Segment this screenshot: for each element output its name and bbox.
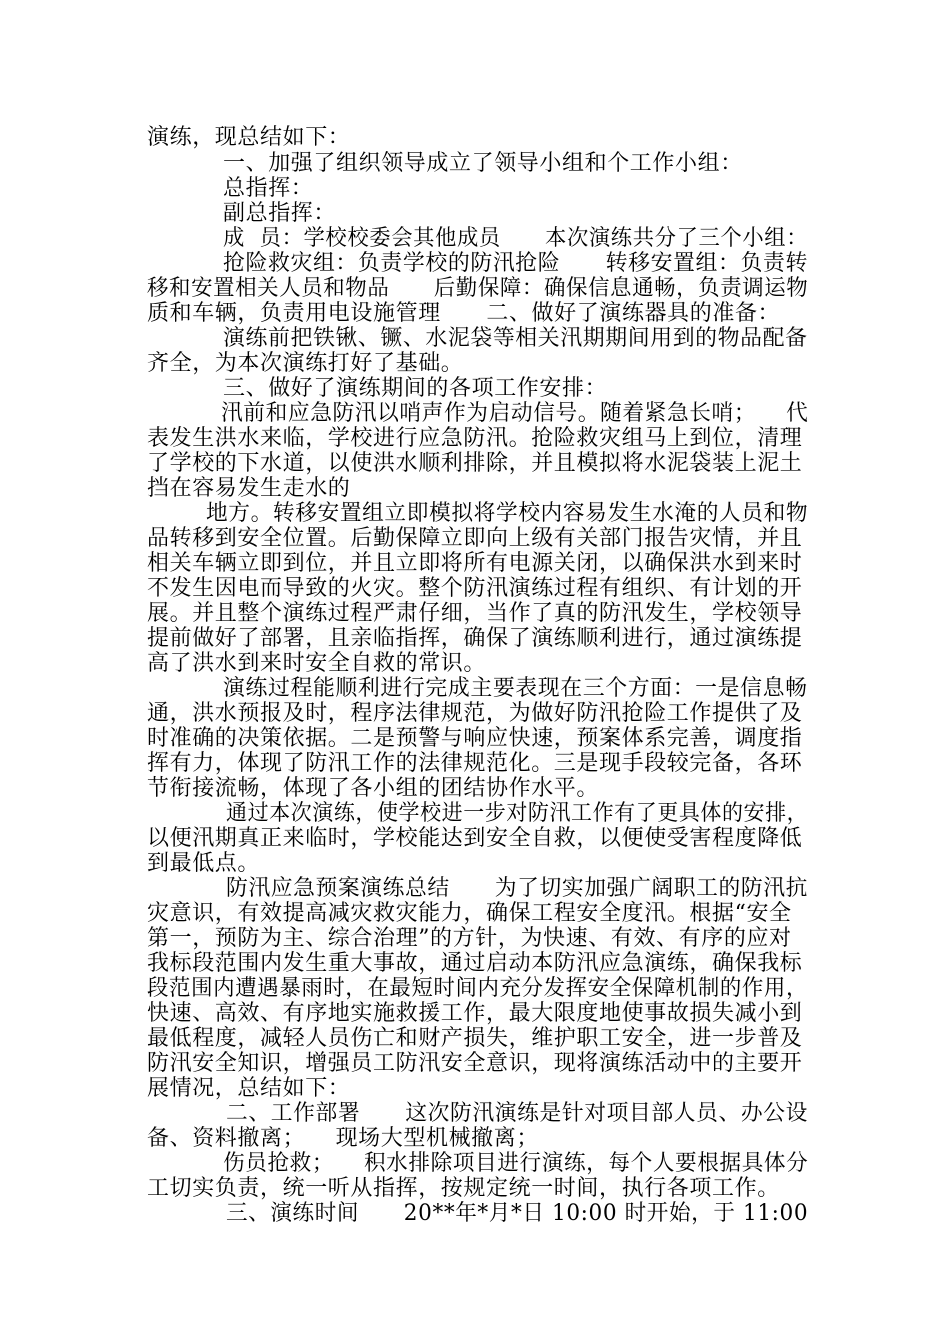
text-line: 最低程度，减轻人员伤亡和财产损失，维护职工安全，进一步普及 — [147, 1026, 803, 1051]
text-line: 移和安置相关人员和物品 后勤保障：确保信息通畅，负责调运物 — [147, 276, 809, 301]
text-line: 表发生洪水来临，学校进行应急防汛。抢险救灾组马上到位，清理 — [147, 426, 803, 451]
text-line: 伤员抢救； 积水排除项目进行演练，每个人要根据具体分 — [223, 1151, 809, 1176]
text-line: 三、做好了演练期间的各项工作安排： — [223, 376, 608, 401]
text-line: 展。并且整个演练过程严肃仔细，当作了真的防汛发生，学校领导 — [147, 601, 803, 626]
text-line: 演练前把铁锹、镢、水泥袋等相关汛期期间用到的物品配备 — [223, 326, 808, 351]
text-line: 展情况，总结如下： — [147, 1076, 351, 1101]
text-line: 防汛安全知识，增强员工防汛安全意识，现将演练活动中的主要开 — [147, 1051, 803, 1076]
text-line: 我标段范围内发生重大事故，通过启动本防汛应急演练，确保我标 — [147, 951, 803, 976]
text-line: 快速、高效、有序地实施救援工作，最大限度地使事故损失减小到 — [147, 1001, 803, 1026]
text-line: 第一，预防为主、综合治理”的方针，为快速、有效、有序的应对 — [147, 926, 792, 951]
text-line: 质和车辆，负责用电设施管理 二、做好了演练器具的准备： — [147, 301, 781, 326]
text-line: 以便汛期真正来临时，学校能达到安全自救，以便使受害程度降低 — [147, 826, 803, 851]
text-line: 地方。转移安置组立即模拟将学校内容易发生水淹的人员和物 — [206, 501, 809, 526]
text-line: 二、工作部署 这次防汛演练是针对项目部人员、办公设 — [226, 1101, 808, 1126]
text-line: 防汛应急预案演练总结 为了切实加强广阔职工的防汛抗 — [226, 876, 808, 901]
text-line: 备、资料撤离； 现场大型机械撤离； — [147, 1126, 539, 1151]
text-line: 相关车辆立即到位，并且立即将所有电源关闭，以确保洪水到来时 — [147, 551, 803, 576]
text-line: 到最低点。 — [147, 851, 261, 876]
text-line: 灾意识，有效提高减灾救灾能力，确保工程安全度汛。根据“安全 — [147, 901, 792, 926]
text-line: 汛前和应急防汛以哨声作为启动信号。随着紧急长哨； 代 — [221, 401, 809, 426]
text-line: 品转移到安全位置。后勤保障立即向上级有关部门报告灾情，并且 — [147, 526, 803, 551]
text-line: 挡在容易发生走水的 — [147, 476, 351, 501]
text-line: 演练过程能顺利进行完成主要表现在三个方面：一是信息畅 — [223, 676, 808, 701]
text-line: 一、加强了组织领导成立了领导小组和个工作小组： — [223, 151, 743, 176]
text-line: 成 员：学校校委会其他成员 本次演练共分了三个小组： — [223, 226, 809, 251]
text-line: 齐全，为本次演练打好了基础。 — [147, 351, 464, 376]
text-line: 副总指挥： — [223, 201, 337, 226]
text-line: 了学校的下水道，以使洪水顺利排除，并且模拟将水泥袋装上泥土 — [147, 451, 803, 476]
text-line: 通过本次演练，使学校进一步对防汛工作有了更具体的安排， — [226, 801, 809, 826]
text-line: 工切实负责，统一听从指挥，按规定统一时间，执行各项工作。 — [147, 1176, 780, 1201]
text-line: 通，洪水预报及时，程序法律规范，为做好防汛抢险工作提供了及 — [147, 701, 803, 726]
text-line: 总指挥： — [223, 176, 314, 201]
text-line: 演练，现总结如下： — [147, 125, 351, 150]
text-line: 段范围内遭遇暴雨时，在最短时间内充分发挥安全保障机制的作用， — [147, 976, 808, 1001]
text-line: 时准确的决策依据。二是预警与响应快速，预案体系完善，调度指 — [147, 726, 803, 751]
text-line: 节衔接流畅，体现了各小组的团结协作水平。 — [147, 776, 600, 801]
text-line: 挥有力，体现了防汛工作的法律规范化。三是现手段较完备，各环 — [147, 751, 803, 776]
text-line: 抢险救灾组：负责学校的防汛抢险 转移安置组：负责转 — [223, 251, 808, 276]
text-line: 不发生因电而导致的火灾。整个防汛演练过程有组织、有计划的开 — [147, 576, 803, 601]
text-line: 三、演练时间 20**年*月*日 10:00 时开始，于 11:00 — [226, 1201, 809, 1226]
text-line: 高了洪水到来时安全自救的常识。 — [147, 651, 487, 676]
text-line: 提前做好了部署，且亲临指挥，确保了演练顺利进行，通过演练提 — [147, 626, 803, 651]
